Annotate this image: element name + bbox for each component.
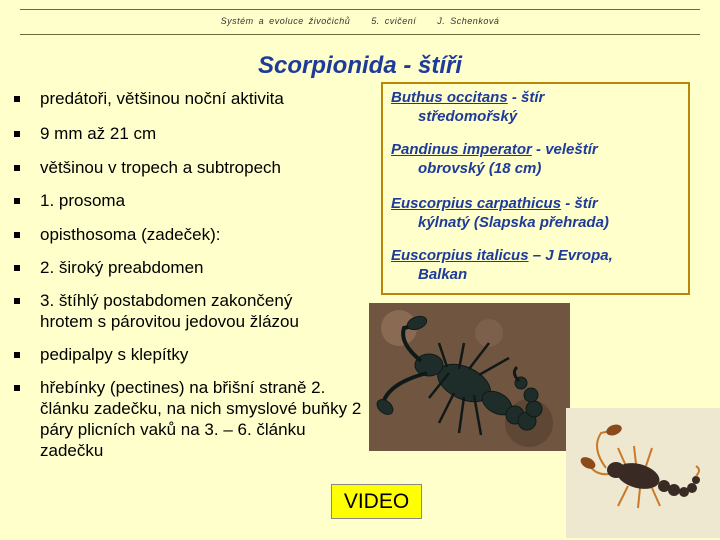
list-item: opisthosoma (zadeček): — [14, 224, 374, 245]
species-entry: Euscorpius carpathicus - štír kýlnatý (Slapska přehrada) — [391, 195, 609, 231]
top-rule — [20, 9, 700, 10]
course-name: Systém a evoluce živočichů — [220, 16, 351, 26]
list-item: predátoři, většinou noční aktivita — [14, 88, 374, 109]
bullet-icon — [14, 298, 20, 304]
species-name-link[interactable]: Pandinus imperator — [391, 141, 532, 158]
list-item: většinou v tropech a subtropech — [14, 157, 374, 178]
bullet-icon — [14, 165, 20, 171]
list-item: pedipalpy s klepítky — [14, 344, 374, 365]
bullet-icon — [14, 352, 20, 358]
video-button[interactable]: VIDEO — [331, 484, 422, 519]
list-item: 2. široký preabdomen — [14, 257, 374, 278]
scorpion-image — [566, 408, 720, 538]
list-item: 1. prosoma — [14, 190, 374, 211]
species-entry: Buthus occitans - štír středomořský — [391, 89, 545, 125]
species-entry: Euscorpius italicus – J Evropa, Balkan — [391, 247, 613, 283]
bullet-list — [14, 88, 374, 461]
species-name-link[interactable]: Buthus occitans — [391, 89, 508, 106]
bullet-icon — [14, 131, 20, 137]
species-box — [381, 82, 690, 295]
emperor-scorpion-photo — [369, 303, 570, 451]
slide-title: Scorpionida - štíři — [257, 52, 463, 79]
list-item: 3. štíhlý postabdomen zakončený hrotem s párovitou jedovou žlázou — [14, 290, 340, 332]
slide-header — [0, 16, 720, 26]
author-name: J. Schenková — [437, 16, 500, 26]
bullet-icon — [14, 96, 20, 102]
species-name-link[interactable]: Euscorpius italicus — [391, 247, 529, 264]
italian-scorpion-photo — [566, 408, 720, 538]
list-item: 9 mm až 21 cm — [14, 123, 374, 144]
bullet-icon — [14, 265, 20, 271]
species-entry: Pandinus imperator - veleštír obrovský (18 cm) — [391, 141, 598, 177]
bullet-icon — [14, 385, 20, 391]
bullet-icon — [14, 232, 20, 238]
species-name-link[interactable]: Euscorpius carpathicus — [391, 195, 562, 212]
scorpion-image — [369, 303, 570, 451]
bullet-icon — [14, 198, 20, 204]
header-rule — [20, 34, 700, 35]
list-item: hřebínky (pectines) na břišní straně 2. článku zadečku, na nich smyslové buňky 2 páry plicních vaků na 3. – 6. článku zadečku — [14, 377, 362, 461]
lesson-number: 5. cvičení — [371, 16, 417, 26]
